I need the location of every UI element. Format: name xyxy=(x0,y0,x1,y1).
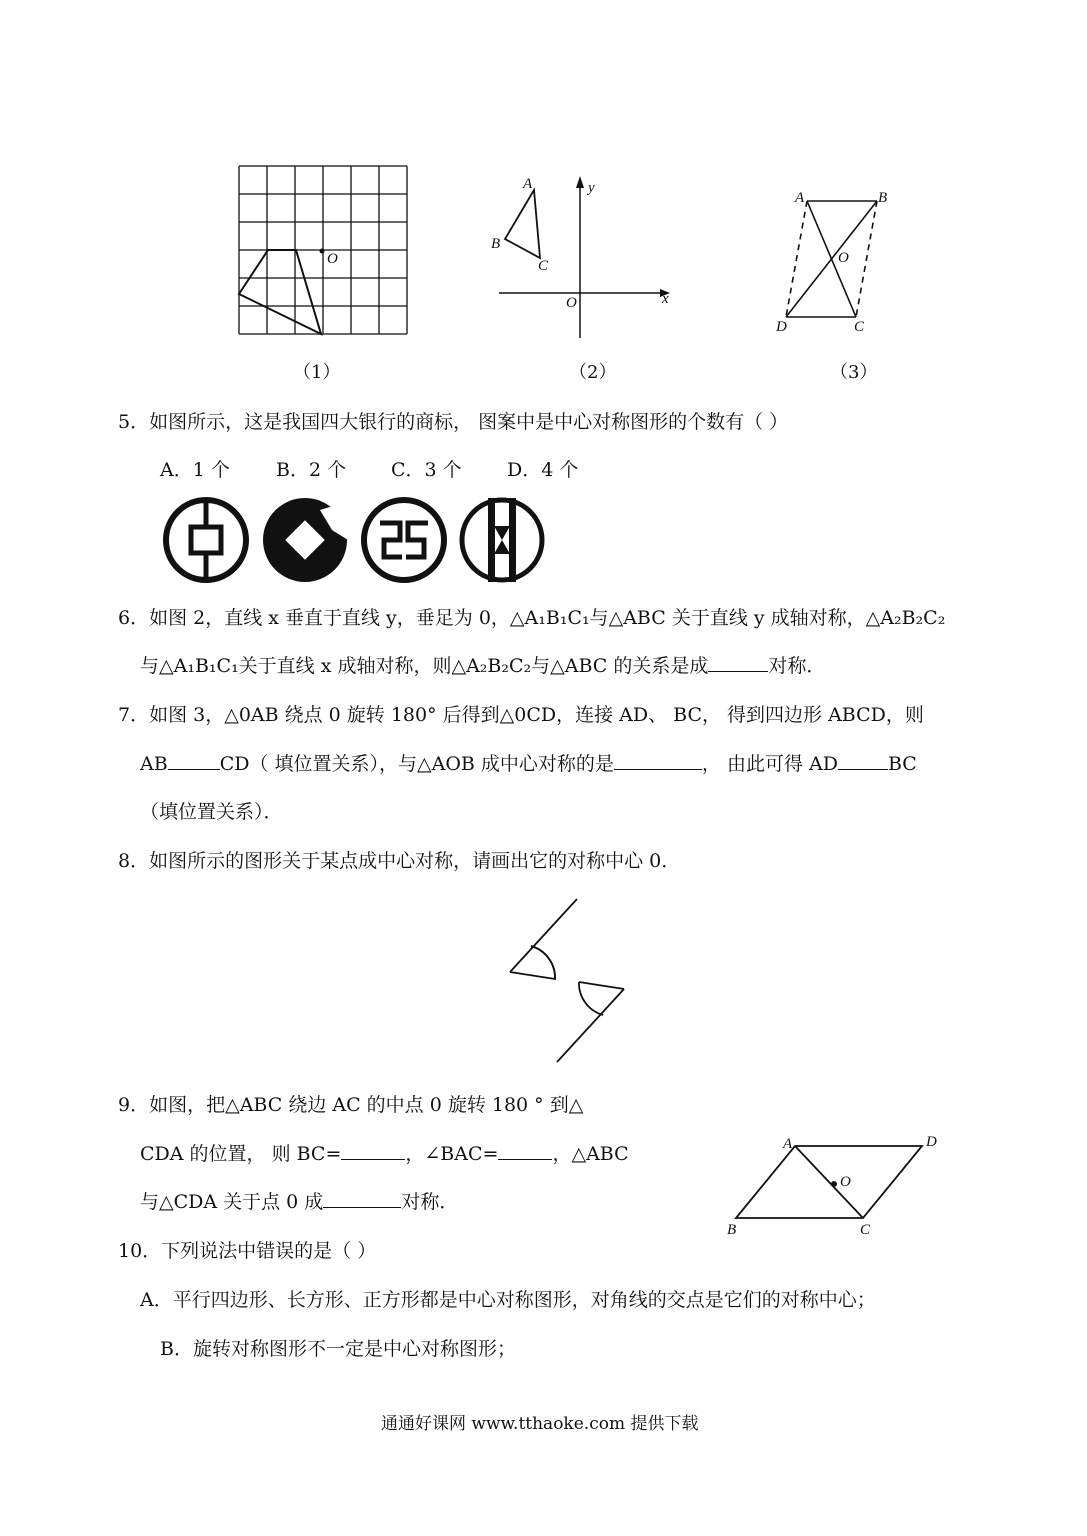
q6-line2-suffix: 对称． xyxy=(768,655,826,677)
label-o: O xyxy=(566,295,577,311)
q9-label-b: B xyxy=(727,1222,737,1238)
q9-part-c: ，△ABC xyxy=(552,1143,629,1165)
label-x: x xyxy=(662,291,669,307)
q6-line2-prefix: 与△A₁B₁C₁关于直线 x 成轴对称，则△A₂B₂C₂与△ABC 的关系是成 xyxy=(140,655,709,677)
figure-3-caption: （3） xyxy=(830,362,878,383)
question-6-line-1: 6．如图 2，直线 x 垂直于直线 y，垂足为 0，△A₁B₁C₁与△ABC 关于直线 y 成轴对称，△A₂B₂C₂ xyxy=(118,607,946,629)
q5-option-d: D．4 个 xyxy=(507,459,579,481)
q7-part-b: CD（ 填位置关系），与△AOB 成中心对称的是 xyxy=(219,753,614,775)
para-label-o: O xyxy=(838,250,849,266)
q10-option-b: B．旋转对称图形不一定是中心对称图形； xyxy=(160,1338,516,1360)
figure-1-caption: （1） xyxy=(293,362,341,383)
para-label-d: D xyxy=(776,319,787,335)
para-label-c: C xyxy=(854,319,865,335)
q7-part-d: BC xyxy=(887,753,917,775)
q9-label-d: D xyxy=(926,1134,937,1150)
q5-option-b: B．2 个 xyxy=(276,459,347,481)
question-5-text: 5．如图所示，这是我国四大银行的商标， 图案中是中心对称图形的个数有（ ） xyxy=(118,411,789,433)
question-8-text: 8．如图所示的图形关于某点成中心对称，请画出它的对称中心 0． xyxy=(118,850,681,872)
q9-part-d: 与△CDA 关于点 0 成 xyxy=(140,1191,324,1213)
q9-part-e: 对称． xyxy=(401,1191,459,1213)
q9-label-o: O xyxy=(840,1174,851,1190)
q5-option-a: A．1 个 xyxy=(160,459,230,481)
q5-option-c: C．3 个 xyxy=(391,459,462,481)
q9-label-c: C xyxy=(860,1222,871,1238)
q7-part-c: ， 由此可得 AD xyxy=(701,753,838,775)
question-9-line-1: 9．如图，把△ABC 绕边 AC 的中点 0 旋转 180 ° 到△ xyxy=(118,1094,584,1116)
label-b: B xyxy=(491,236,501,252)
q9-part-a: CDA 的位置， 则 BC= xyxy=(140,1143,342,1165)
page-footer: 通通好课网 www.tthaoke.com 提供下载 xyxy=(381,1414,699,1434)
label-c: C xyxy=(538,258,549,274)
para-label-b: B xyxy=(878,190,888,206)
question-7-line-1: 7．如图 3，△0AB 绕点 0 旋转 180° 后得到△0CD，连接 AD、 BC， 得到四边形 ABCD，则 xyxy=(118,704,924,726)
q9-part-b: ，∠BAC= xyxy=(405,1143,499,1165)
label-y: y xyxy=(588,180,595,196)
q9-label-a: A xyxy=(783,1136,793,1152)
q10-option-a: A．平行四边形、长方形、正方形都是中心对称图形，对角线的交点是它们的对称中心； xyxy=(140,1289,876,1311)
question-10-text: 10．下列说法中错误的是（ ） xyxy=(118,1240,377,1262)
figure-2-caption: （2） xyxy=(569,362,617,383)
q7-part-a: AB xyxy=(140,753,168,775)
para-label-a: A xyxy=(795,190,805,206)
question-7-line-3: （填位置关系）． xyxy=(140,801,283,823)
label-a: A xyxy=(523,176,533,192)
grid-label-o: O xyxy=(327,251,338,267)
